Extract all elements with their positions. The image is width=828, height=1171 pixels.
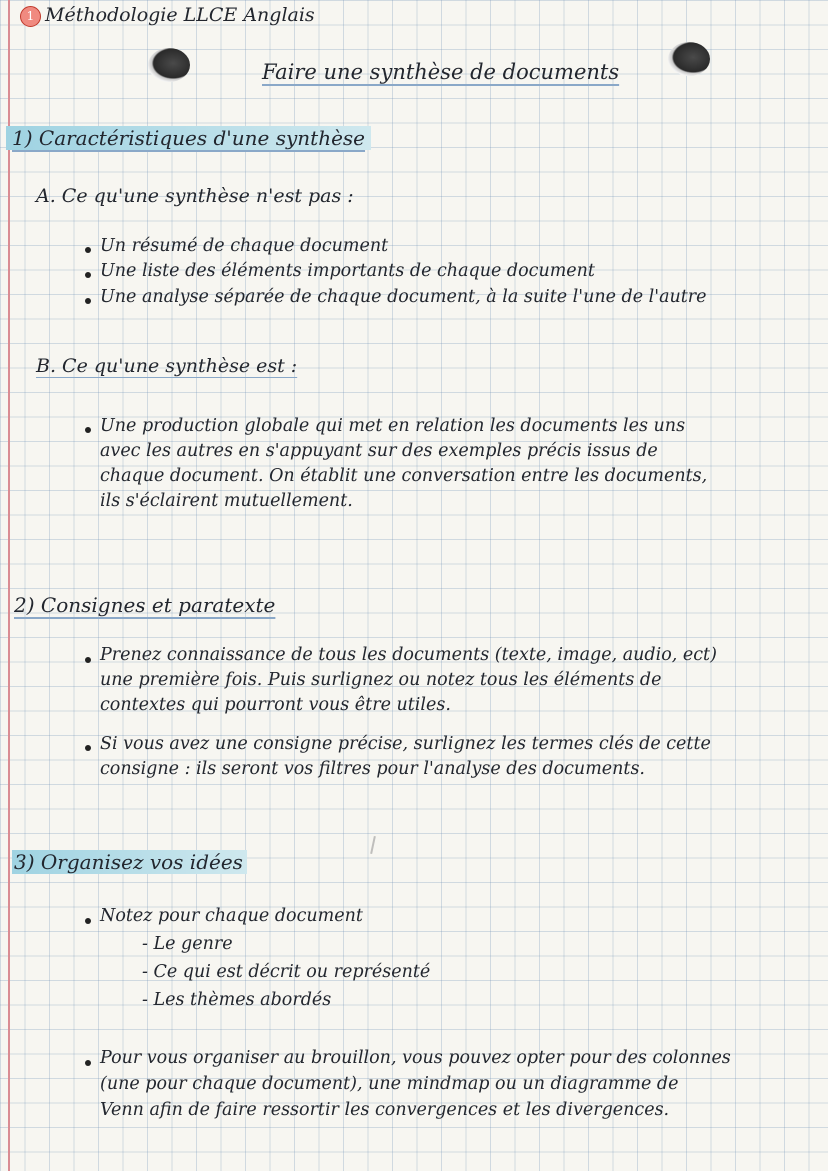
paragraph-line: une première fois. Puis surlignez ou notez tous les éléments de — [100, 670, 662, 690]
bullet — [85, 298, 91, 304]
paragraph-line: Pour vous organiser au brouillon, vous pouvez opter pour des colonnes — [100, 1048, 731, 1068]
punch-hole-left — [148, 48, 190, 82]
paragraph-line: (une pour chaque document), une mindmap ou un diagramme de — [100, 1074, 679, 1094]
paragraph-line: avec les autres en s'appuyant sur des exemples précis issus de — [100, 441, 658, 461]
paragraph-line: Venn afin de faire ressortir les convergences et les divergences. — [100, 1100, 670, 1120]
sub-list-item: - Les thèmes abordés — [142, 990, 332, 1010]
list-item: Une analyse séparée de chaque document, à la suite l'une de l'autre — [100, 287, 707, 307]
paragraph-line: Notez pour chaque document — [100, 906, 363, 926]
section-2-heading: 2) Consignes et paratexte — [14, 593, 276, 617]
document-title: Faire une synthèse de documents — [262, 60, 620, 84]
paragraph-line: contextes qui pourront vous être utiles. — [100, 695, 451, 715]
section-1b-heading: B. Ce qu'une synthèse est : — [36, 355, 298, 377]
punch-hole-right — [668, 42, 710, 76]
list-item: Une liste des éléments importants de chaque document — [100, 261, 595, 281]
pen-mark — [370, 836, 376, 854]
margin-line — [8, 0, 10, 1171]
bullet — [85, 427, 91, 433]
paragraph-line: consigne : ils seront vos filtres pour l'analyse des documents. — [100, 759, 645, 779]
section-3-heading: 3) Organisez vos idées — [12, 850, 247, 874]
section-1a-heading: A. Ce qu'une synthèse n'est pas : — [36, 185, 354, 207]
page-number-badge: 1 — [20, 6, 41, 27]
paragraph-line: Prenez connaissance de tous les documents (texte, image, audio, ect) — [100, 645, 717, 665]
paragraph-line: Si vous avez une consigne précise, surlignez les termes clés de cette — [100, 734, 711, 754]
bullet — [85, 657, 91, 663]
sub-list-item: - Le genre — [142, 934, 233, 954]
page-header — [20, 4, 315, 27]
bullet — [85, 745, 91, 751]
bullet — [85, 1060, 91, 1066]
bullet — [85, 918, 91, 924]
bullet — [85, 272, 91, 278]
page-header-title: Méthodologie LLCE Anglais — [45, 4, 315, 26]
paragraph-line: ils s'éclairent mutuellement. — [100, 491, 353, 511]
section-1-heading: 1) Caractéristiques d'une synthèse — [6, 126, 371, 150]
list-item: Un résumé de chaque document — [100, 236, 389, 256]
sub-list-item: - Ce qui est décrit ou représenté — [142, 962, 431, 982]
bullet — [85, 247, 91, 253]
paragraph-line: Une production globale qui met en relation les documents les uns — [100, 416, 686, 436]
paragraph-line: chaque document. On établit une conversation entre les documents, — [100, 466, 708, 486]
